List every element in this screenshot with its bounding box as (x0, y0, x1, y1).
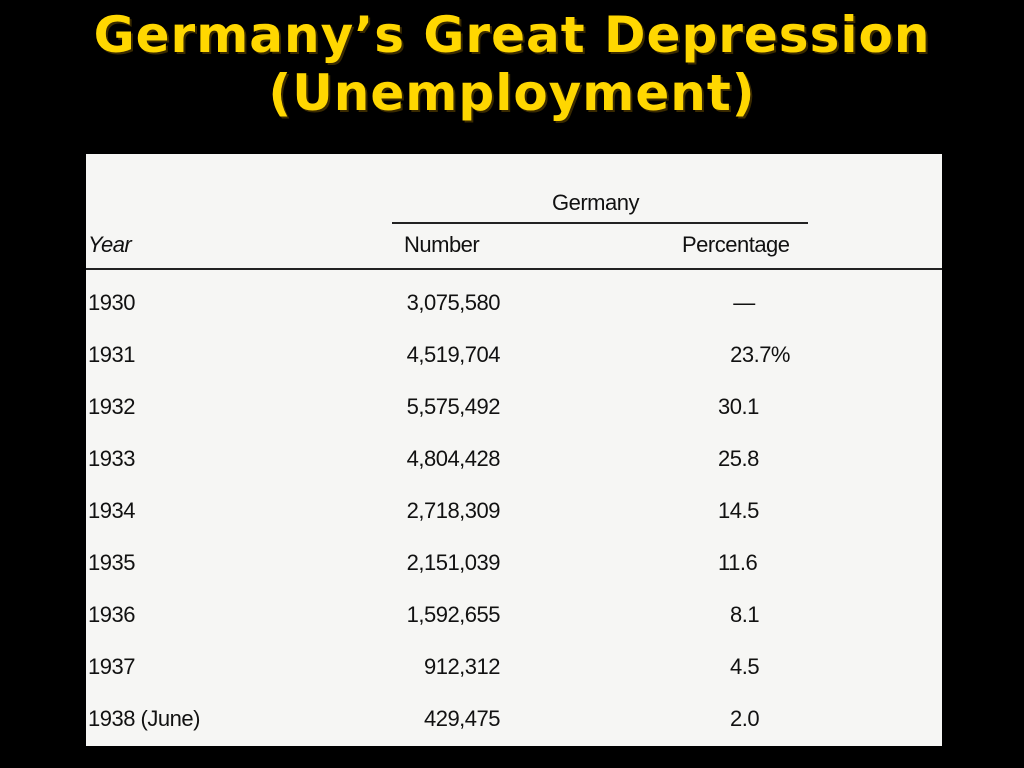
group-header: Germany (552, 190, 639, 215)
table-row (86, 290, 942, 342)
cell-number: 3,075,580 (406, 290, 500, 315)
cell-year: 1934 (88, 498, 135, 523)
scanned-table-image (86, 154, 942, 746)
cell-number: 1,592,655 (406, 602, 500, 627)
title-line-2: (Unemployment) (268, 64, 756, 122)
cell-percentage: 25.8 (718, 446, 759, 471)
cell-year: 1930 (88, 290, 135, 315)
cell-number: 429,475 (423, 706, 500, 731)
cell-number: 5,575,492 (406, 394, 500, 419)
cell-number: 912,312 (423, 654, 500, 679)
cell-percentage: 2.0 (730, 706, 760, 731)
title-line-1: Germany’s Great Depression (93, 6, 931, 64)
cell-number: 4,804,428 (406, 446, 500, 471)
cell-number: 4,519,704 (406, 342, 500, 367)
cell-number: 2,151,039 (406, 550, 500, 575)
table-row (86, 394, 942, 446)
cell-year: 1936 (88, 602, 135, 627)
cell-percentage: 23.7% (730, 342, 790, 367)
column-header-percentage: Percentage (682, 232, 790, 257)
table-row (86, 602, 942, 654)
cell-year: 1935 (88, 550, 135, 575)
group-header-rule (392, 222, 808, 224)
header-rule (86, 268, 942, 270)
column-header-year: Year (88, 232, 132, 257)
table-row (86, 446, 942, 498)
table-row (86, 550, 942, 602)
cell-percentage: 30.1 (718, 394, 759, 419)
cell-percentage: 4.5 (730, 654, 760, 679)
table-row (86, 706, 942, 746)
cell-year: 1933 (88, 446, 135, 471)
slide-title (0, 6, 1024, 122)
table-row (86, 342, 942, 394)
cell-percentage: 14.5 (718, 498, 759, 523)
cell-percentage: 8.1 (730, 602, 760, 627)
table-body (86, 290, 942, 746)
cell-percentage: 11.6 (718, 550, 758, 575)
cell-number: 2,718,309 (406, 498, 500, 523)
column-header-number: Number (404, 232, 480, 257)
cell-year: 1932 (88, 394, 135, 419)
cell-year: 1938 (June) (88, 706, 200, 731)
cell-year: 1937 (88, 654, 135, 679)
table-row (86, 654, 942, 706)
cell-percentage: — (733, 290, 755, 315)
table-row (86, 498, 942, 550)
cell-year: 1931 (88, 342, 135, 367)
